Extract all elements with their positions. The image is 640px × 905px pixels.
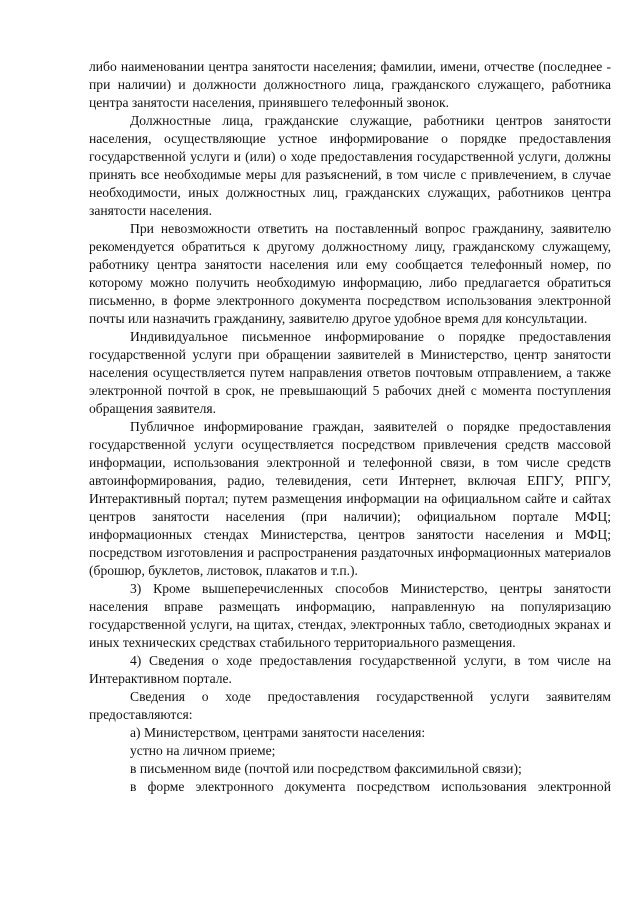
paragraph-caller-info-continuation: либо наименовании центра занятости населения; фамилии, имени, отчестве (последнее - при наличии) и должности должностного лица, гражданского служащего, работника центра занятости населения, принявшего телефонный звонок. xyxy=(89,59,611,110)
list-item-a-ministry: а) Министерством, центрами занятости населения: xyxy=(130,725,426,740)
paragraph-oral-informing-officials: Должностные лица, гражданские служащие, работники центров занятости населения, осуществляющие устное информирование о порядке предоставления государственной услуги и (или) о ходе предоставления государственной услуги, должны принять все необходимые меры для разъяснений, в том числе с привлечением, в случае необходимости, иных должностных лиц, гражданских служащих, работников центра занятости населения. xyxy=(89,113,611,218)
paragraph-item-4-progress-info: 4) Сведения о ходе предоставления государственной услуги, в том числе на Интерактивном портале. xyxy=(89,653,611,686)
document-body xyxy=(89,58,611,796)
list-item-oral-reception: устно на личном приеме; xyxy=(130,743,276,758)
paragraph-progress-info-provided: Сведения о ходе предоставления государственной услуги заявителям предоставляются: xyxy=(89,689,611,722)
paragraph-public-informing: Публичное информирование граждан, заявителей о порядке предоставления государственной услуги осуществляется посредством привлечения средств массовой информации, использования электронной и телефонной связи, в том числе средств автоинформирования, радио, телевидения, сети Интернет, включая ЕПГУ, РПГУ, Интерактивный портал; путем размещения информации на официальном сайте и сайтах центров занятости населения (при наличии); официальном портале МФЦ; информационных стендах Министерства, центров занятости населения и МФЦ; посредством изготовления и распространения раздаточных информационных материалов (брошюр, буклетов, листовок, плакатов и т.п.). xyxy=(89,419,611,578)
paragraph-item-3-placement: 3) Кроме вышеперечисленных способов Министерство, центры занятости населения вправе размещать информацию, направленную на популяризацию государственной услуги, на щитах, стендах, электронных табло, светодиодных экранах и иных технических средствах стабильного территориального размещения. xyxy=(89,581,611,650)
list-item-written-form: в письменном виде (почтой или посредством факсимильной связи); xyxy=(130,761,522,776)
list-item-electronic-document: в форме электронного документа посредством использования электронной xyxy=(130,779,611,794)
paragraph-individual-written-informing: Индивидуальное письменное информирование о порядке предоставления государственной услуги при обращении заявителей в Министерство, центр занятости населения осуществляется путем направления ответов почтовым отправлением, а также электронной почтой в срок, не превышающий 5 рабочих дней с момента поступления обращения заявителя. xyxy=(89,329,611,416)
paragraph-unable-to-answer: При невозможности ответить на поставленный вопрос гражданину, заявителю рекомендуется обратиться к другому должностному лицу, гражданскому служащему, работнику центра занятости населения или ему сообщается телефонный номер, по которому можно получить необходимую информацию, либо предлагается обратиться письменно, в форме электронного документа посредством использования электронной почты или назначить гражданину, заявителю другое удобное время для консультации. xyxy=(89,221,611,326)
